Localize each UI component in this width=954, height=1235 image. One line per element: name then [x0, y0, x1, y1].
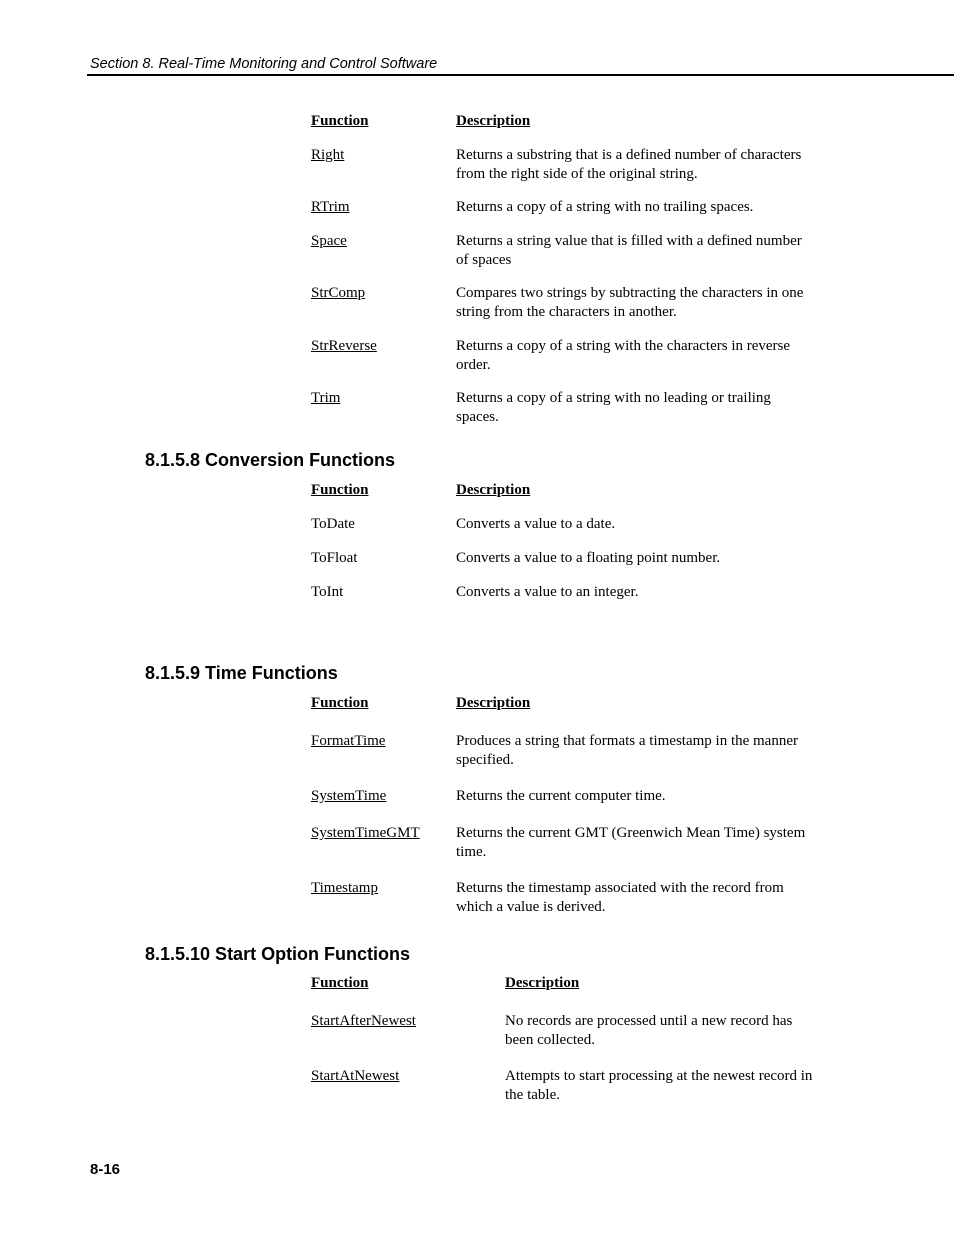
function-name-toint: ToInt: [311, 584, 344, 600]
function-description: No records are processed until a new record has been collected.: [505, 1013, 793, 1048]
function-link-right[interactable]: Right: [311, 147, 345, 163]
function-link-systemtime[interactable]: SystemTime: [311, 788, 387, 804]
column-header-description: Description: [456, 113, 531, 129]
column-header-description: Description: [505, 975, 580, 991]
header-rule: [87, 74, 954, 76]
function-link-strcomp[interactable]: StrComp: [311, 285, 366, 301]
function-description: Returns the current GMT (Greenwich Mean Time) system time.: [456, 825, 806, 860]
section-heading-start-option: 8.1.5.10 Start Option Functions: [145, 944, 411, 964]
function-description: Converts a value to an integer.: [456, 584, 639, 600]
function-description: Returns a copy of a string with the characters in reverse order.: [456, 338, 791, 373]
function-name-todate: ToDate: [311, 516, 355, 532]
function-description: Compares two strings by subtracting the characters in one string from the characters in another.: [456, 285, 804, 320]
column-header-function: Function: [311, 113, 369, 129]
function-link-formattime[interactable]: FormatTime: [311, 733, 386, 749]
function-link-startafternewest[interactable]: StartAfterNewest: [311, 1013, 416, 1029]
function-description: Returns the current computer time.: [456, 788, 666, 804]
function-description: Returns a copy of a string with no leading or trailing spaces.: [456, 390, 771, 425]
function-link-strreverse[interactable]: StrReverse: [311, 338, 377, 354]
function-description: Returns the timestamp associated with the record from which a value is derived.: [456, 880, 784, 915]
function-link-rtrim[interactable]: RTrim: [311, 199, 350, 215]
function-link-startatnewest[interactable]: StartAtNewest: [311, 1068, 400, 1084]
function-description: Produces a string that formats a timestamp in the manner specified.: [456, 733, 798, 768]
function-description: Converts a value to a floating point number.: [456, 550, 721, 566]
column-header-function: Function: [311, 975, 369, 991]
column-header-description: Description: [456, 695, 531, 711]
column-header-description: Description: [456, 482, 531, 498]
function-link-space[interactable]: Space: [311, 233, 347, 249]
section-heading-time: 8.1.5.9 Time Functions: [145, 663, 338, 683]
function-name-tofloat: ToFloat: [311, 550, 358, 566]
function-description: Returns a copy of a string with no trailing spaces.: [456, 199, 754, 215]
function-link-systemtimegmt[interactable]: SystemTimeGMT: [311, 825, 420, 841]
page-number: 8-16: [90, 1161, 121, 1178]
function-description: Converts a value to a date.: [456, 516, 616, 532]
function-description: Returns a string value that is filled with a defined number of spaces: [456, 233, 802, 268]
column-header-function: Function: [311, 482, 369, 498]
function-description: Returns a substring that is a defined number of characters from the right side of the original string.: [456, 147, 802, 182]
running-header: Section 8. Real-Time Monitoring and Control Software: [90, 56, 438, 72]
function-description: Attempts to start processing at the newest record in the table.: [505, 1068, 813, 1103]
column-header-function: Function: [311, 695, 369, 711]
function-link-timestamp[interactable]: Timestamp: [311, 880, 378, 896]
section-heading-conversion: 8.1.5.8 Conversion Functions: [145, 450, 396, 470]
function-link-trim[interactable]: Trim: [311, 390, 341, 406]
